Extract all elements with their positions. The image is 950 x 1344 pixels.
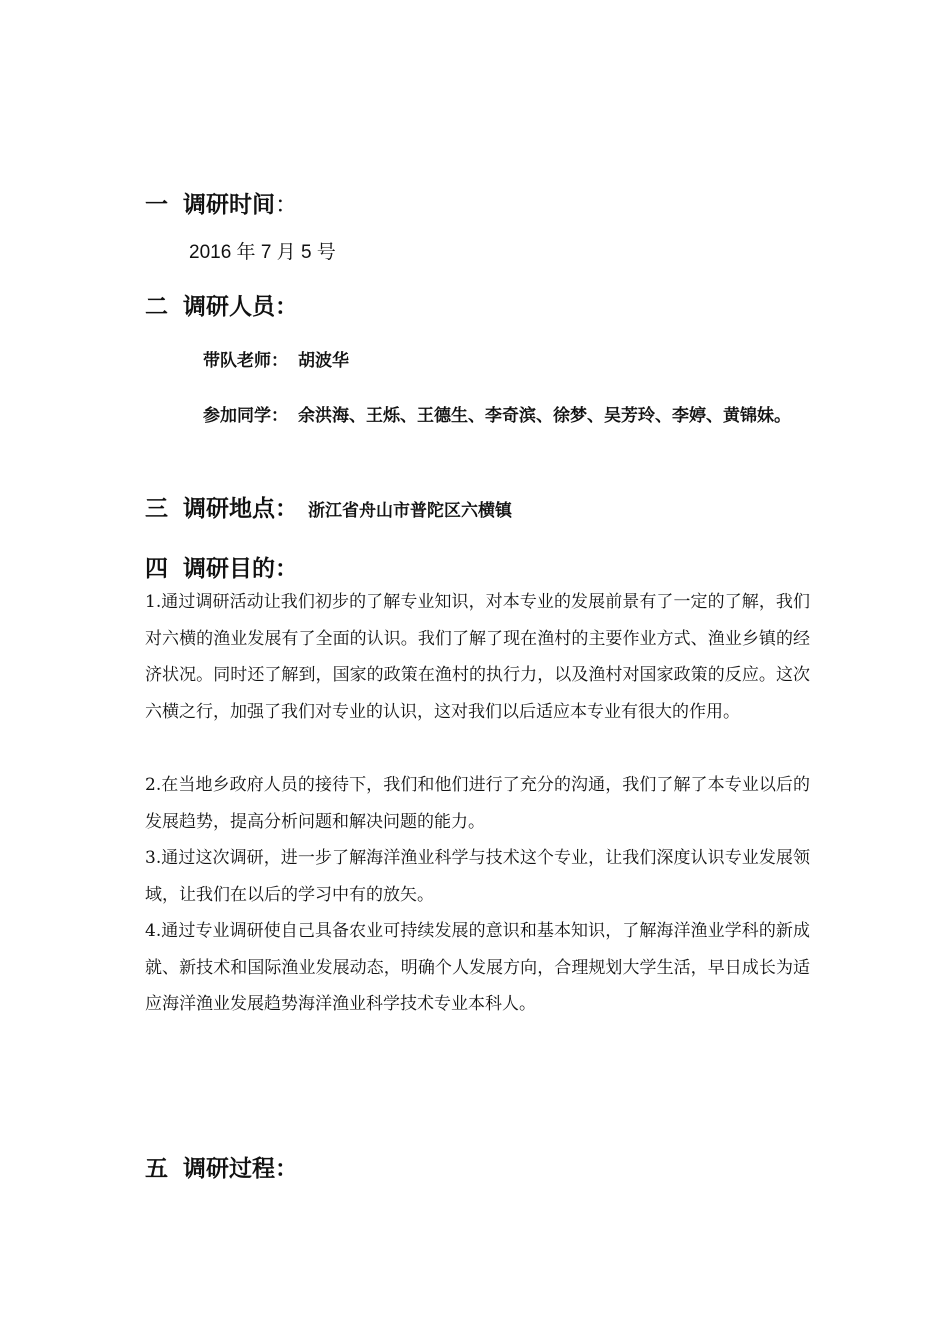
section-number: 二 bbox=[145, 294, 168, 320]
section-heading-purpose bbox=[145, 550, 298, 583]
purpose-paragraph-3: 3.通过这次调研，进一步了解海洋渔业科学与技术这个专业，让我们深度认识专业发展领域，让我们在以后的学习中有的放矢。 bbox=[145, 848, 810, 905]
section-number: 五 bbox=[145, 1156, 168, 1182]
section-title: 调研目的： bbox=[183, 556, 298, 582]
students-row bbox=[203, 401, 798, 431]
purpose-paragraph-1: 1.通过调研活动让我们初步的了解专业知识，对本专业的发展前景有了一定的了解，我们对六横的渔业发展有了全面的认识。我们了解了现在渔村的主要作业方式、渔业乡镇的经济状况。同时还了解到，国家的政策在渔村的执行力，以及渔村对国家政策的反应。这次六横之行，加强了我们对专业的认识，这对我们以后适应本专业有很大的作用。 bbox=[145, 592, 810, 722]
section-number: 一 bbox=[145, 192, 168, 218]
section-heading-time bbox=[145, 186, 298, 219]
section-number: 四 bbox=[145, 556, 168, 582]
leader-label: 带队老师： bbox=[203, 351, 288, 371]
section-title: 调研时间 bbox=[183, 192, 275, 218]
section-heading-personnel bbox=[145, 288, 298, 321]
purpose-paragraph-4: 4.通过专业调研使自己具备农业可持续发展的意识和基本知识，了解海洋渔业学科的新成就、新技术和国际渔业发展动态，明确个人发展方向，合理规划大学生活，早日成长为适应海洋渔业发展趋势海洋渔业科学技术专业本科人。 bbox=[145, 921, 810, 1014]
section-title: 调研地点： bbox=[183, 496, 298, 522]
section-heading-location bbox=[145, 490, 512, 523]
location-value: 浙江省舟山市普陀区六横镇 bbox=[308, 501, 512, 521]
research-date: 2016 年 7 月 5 号 bbox=[189, 242, 336, 263]
section-title: 调研人员： bbox=[183, 294, 298, 320]
section-title: 调研过程： bbox=[183, 1156, 298, 1182]
purpose-paragraph-2: 2.在当地乡政府人员的接待下，我们和他们进行了充分的沟通，我们了解了本专业以后的发展趋势，提高分析问题和解决问题的能力。 bbox=[145, 775, 810, 832]
students-names: 余洪海、王烁、王德生、李奇滨、徐梦、吴芳玲、李婷、黄锦妹。 bbox=[298, 406, 791, 426]
section-colon: ： bbox=[275, 192, 298, 218]
leader-row bbox=[203, 346, 798, 376]
section-number: 三 bbox=[145, 496, 168, 522]
students-label: 参加同学： bbox=[203, 406, 288, 426]
section-heading-process bbox=[145, 1150, 298, 1183]
leader-name: 胡波华 bbox=[298, 351, 349, 371]
